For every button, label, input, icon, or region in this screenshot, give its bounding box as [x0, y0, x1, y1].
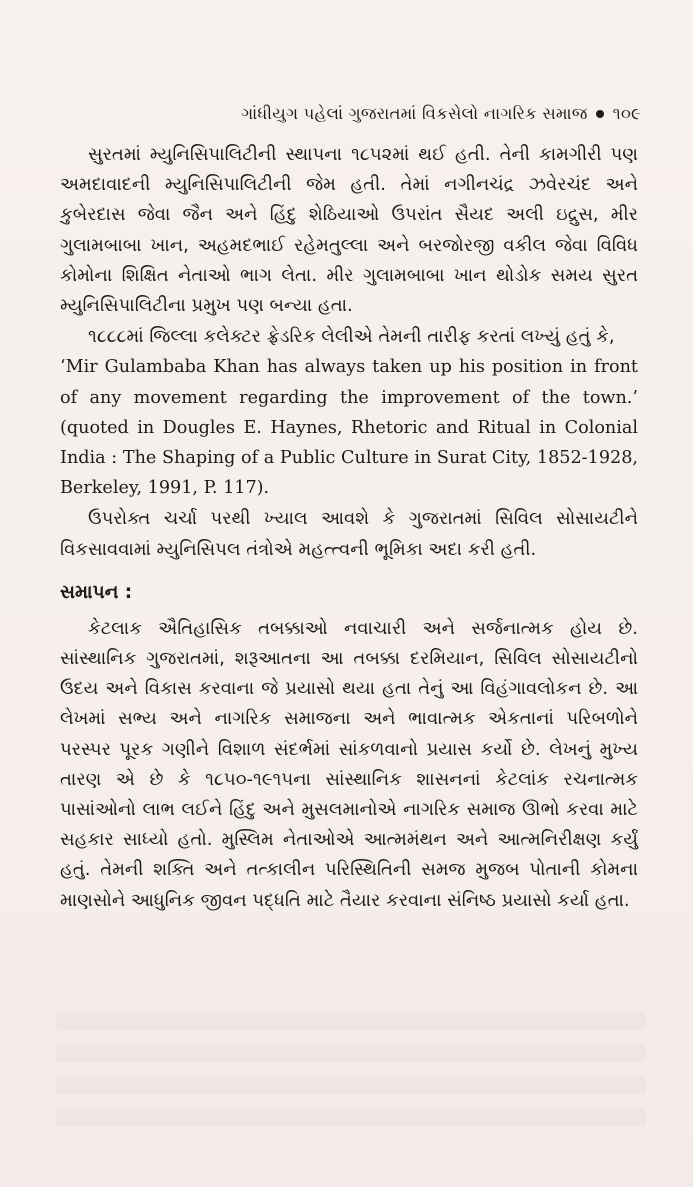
- bullet-separator: [596, 110, 604, 118]
- paragraph-summary-civil-society: ઉપરોક્ત ચર્ચા પરથી ખ્યાલ આવશે કે ગુજરાતમાં સિવિલ સોસાયટીને વિકસાવવામાં મ્યુનિસિપલ તંત્રોએ મહત્ત્વની ભૂમિકા અદા કરી હતી.: [60, 508, 638, 560]
- bleed-through-line: [56, 1044, 646, 1062]
- paragraph-conclusion: કેટલાક ઐતિહાસિક તબક્કાઓ નવાચારી અને સર્જનાત્મક હોય છે. સાંસ્થાનિક ગુજરાતમાં, શરૂઆતના આ તબક્કા દરમિયાન, સિવિલ સોસાયટીનો ઉદય અને વિકાસ કરવાના જે પ્રયાસો થયા હતા તેનું આ વિહંગાવલોકન છે. આ લેખમાં સભ્ય અને નાગરિક સમાજના અને ભાવાત્મક એકતાનાં પરિબળોને પરસ્પર પૂરક ગણીને વિશાળ સંદર્ભમાં સાંકળવાનો પ્રયાસ કર્યો છે. લેખનું મુખ્ય તારણ એ છે કે ૧૮૫૦-૧૯૧૫ના સાંસ્થાનિક શાસનનાં કેટલાંક રચનાત્મક પાસાંઓનો લાભ લઈને હિંદુ અને મુસલમાનોએ નાગરિક સમાજ ઊભો કરવા માટે સહકાર સાધ્યો હતો. મુસ્લિમ નેતાઓએ આત્મમંથન અને આત્મનિરીક્ષણ કર્યું હતું. તેમની શક્તિ અને તત્કાલીન પરિસ્થિતિની સમજ મુજબ પોતાની કોમના માણસોને આધુનિક જીવન પદ્ધતિ માટે તૈયાર કરવાના સંનિષ્ઠ પ્રયાસો કર્યા હતા.: [60, 617, 638, 911]
- paragraph-collector-praise: ૧૮૮૮માં જિલ્લા કલેક્ટર ફ્રેડરિક લેલીએ તેમની તારીફ કરતાં લખ્યું હતું કે,: [88, 326, 615, 348]
- running-header: [60, 104, 641, 124]
- running-title: ગાંધીયુગ પહેલાં ગુજરાતમાં વિકસેલો નાગરિક સમાજ: [241, 104, 588, 123]
- section-heading-conclusion: સમાપન :: [60, 581, 133, 603]
- page-number: ૧૦૯: [612, 104, 641, 123]
- paragraph-surat-municipality: સુરતમાં મ્યુનિસિપાલિટીની સ્થાપના ૧૮૫૨માં થઈ હતી. તેની કામગીરી પણ અમદાવાદની મ્યુનિસિપાલિટીની જેમ હતી. તેમાં નગીનચંદ્ર ઝવેરચંદ અને કુબેરદાસ જેવા જૈન અને હિંદુ શેઠિયાઓ ઉપરાંત સૈયદ અલી ઇદ્રુસ, મીર ગુલામબાબા ખાન, અહમદભાઈ રહેમતુલ્લા અને બરજોરજી વકીલ જેવા વિવિધ કોમોના શિક્ષિત નેતાઓ ભાગ લેતા. મીર ગુલામબાબા ખાન થોડોક સમય સુરત મ્યુનિસિપાલિટીના પ્રમુખ પણ બન્યા હતા.: [60, 144, 638, 317]
- bleed-through-line: [56, 1076, 646, 1094]
- bleed-through-line: [56, 1012, 646, 1030]
- page-body: [60, 140, 638, 916]
- bleed-through-line: [56, 1108, 646, 1126]
- english-quotation: ‘Mir Gulambaba Khan has always taken up his position in front of any movement regarding the improvement of the town.’ (quoted in Dougles E. Haynes, Rhetoric and Ritual in Colonial India : The Shaping of a Public Culture in Surat City, 1852-1928, Berkeley, 1991, P. 117).: [60, 357, 638, 499]
